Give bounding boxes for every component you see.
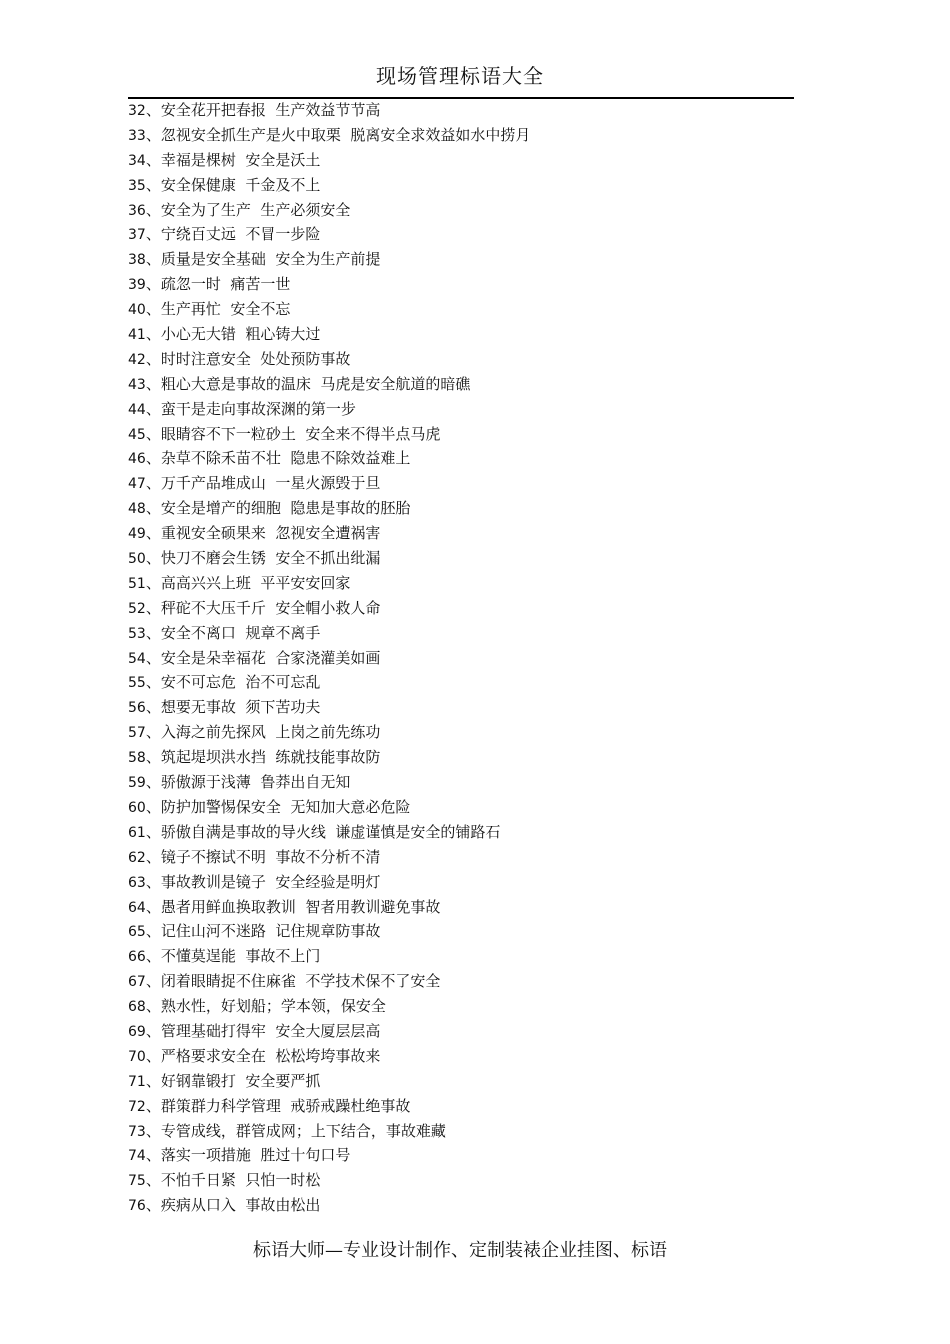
slogan-item (128, 670, 828, 695)
slogan-text: 骄傲自满是事故的导火线 谦虚谨慎是安全的铺路石 (160, 822, 501, 841)
slogan-text: 闭着眼睛捉不住麻雀 不学技术保不了安全 (160, 972, 441, 991)
slogan-text: 严格要求安全在 松松垮垮事故来 (160, 1046, 381, 1065)
slogan-number: 69 (128, 1023, 146, 1040)
slogan-separator: 、 (145, 872, 161, 891)
slogan-number: 60 (128, 799, 146, 816)
slogan-separator: 、 (145, 125, 161, 144)
slogan-item (128, 1143, 828, 1168)
slogan-item (128, 1119, 828, 1144)
slogan-text: 骄傲源于浅薄 鲁莽出自无知 (160, 773, 351, 792)
slogan-number: 36 (128, 202, 146, 219)
slogan-item (128, 123, 828, 148)
slogan-item (128, 521, 828, 546)
slogan-text: 安全花开把春报 生产效益节节高 (160, 101, 381, 119)
slogan-item (128, 247, 828, 272)
slogan-item (128, 198, 828, 223)
slogan-item (128, 222, 828, 247)
slogan-separator: 、 (145, 499, 161, 518)
slogan-item (128, 795, 828, 820)
slogan-number: 55 (128, 675, 146, 692)
slogan-separator: 、 (145, 399, 161, 418)
slogan-text: 时时注意安全 处处预防事故 (160, 349, 351, 368)
slogan-text: 高高兴兴上班 平平安安回家 (160, 573, 351, 592)
slogan-text: 不懂莫逞能 事故不上门 (160, 947, 321, 966)
slogan-item (128, 173, 828, 198)
slogan-separator: 、 (145, 947, 161, 966)
slogan-item (128, 845, 828, 870)
slogan-item (128, 720, 828, 745)
slogan-number: 66 (128, 949, 146, 966)
slogan-item (128, 496, 828, 521)
slogan-item (128, 820, 828, 845)
slogan-separator: 、 (145, 723, 161, 742)
slogan-number: 45 (128, 426, 146, 443)
slogan-item (128, 422, 828, 447)
slogan-item (128, 347, 828, 372)
slogan-separator: 、 (145, 748, 161, 767)
page-title: 现场管理标语大全 (376, 64, 544, 88)
slogan-separator: 、 (145, 1046, 161, 1065)
slogan-text: 宁绕百丈远 不冒一步险 (160, 225, 321, 244)
slogan-number: 75 (128, 1173, 146, 1190)
slogan-text: 疾病从口入 事故由松出 (160, 1196, 321, 1215)
slogan-item (128, 1044, 828, 1069)
slogan-number: 32 (128, 103, 146, 119)
slogan-number: 39 (128, 277, 146, 294)
slogan-text: 万千产品堆成山 一星火源毁于旦 (160, 474, 381, 493)
slogan-text: 忽视安全抓生产是火中取栗 脱离安全求效益如水中捞月 (160, 125, 531, 144)
slogan-separator: 、 (145, 175, 161, 194)
slogan-item (128, 1193, 828, 1218)
slogan-separator: 、 (145, 374, 161, 393)
slogan-number: 37 (128, 227, 146, 244)
slogan-item (128, 895, 828, 920)
slogan-number: 51 (128, 575, 146, 592)
slogan-text: 安全为了生产 生产必须安全 (160, 200, 351, 219)
slogan-separator: 、 (145, 847, 161, 866)
slogan-text: 安全不离口 规章不离手 (160, 623, 321, 642)
slogan-item (128, 621, 828, 646)
slogan-separator: 、 (145, 773, 161, 792)
slogan-separator: 、 (145, 250, 161, 269)
slogan-separator: 、 (145, 623, 161, 642)
slogan-text: 管理基础打得牢 安全大厦层层高 (160, 1021, 381, 1040)
slogan-text: 事故教训是镜子 安全经验是明灯 (160, 872, 381, 891)
slogan-number: 33 (128, 127, 146, 144)
slogan-separator: 、 (145, 200, 161, 219)
slogan-number: 76 (128, 1198, 146, 1215)
slogan-item (128, 446, 828, 471)
slogan-number: 63 (128, 874, 146, 891)
slogan-number: 65 (128, 924, 146, 941)
slogan-number: 38 (128, 252, 146, 269)
slogan-number: 71 (128, 1073, 146, 1090)
slogan-separator: 、 (145, 1021, 161, 1040)
slogan-number: 48 (128, 501, 146, 518)
slogan-text: 疏忽一时 痛苦一世 (160, 275, 291, 294)
slogan-number: 46 (128, 451, 146, 468)
slogan-text: 安全是增产的细胞 隐患是事故的胚胎 (160, 499, 411, 518)
slogan-separator: 、 (145, 225, 161, 244)
slogan-number: 73 (128, 1123, 146, 1140)
slogan-number: 70 (128, 1048, 146, 1065)
slogan-separator: 、 (145, 349, 161, 368)
slogan-separator: 、 (145, 698, 161, 717)
slogan-number: 52 (128, 600, 146, 617)
slogan-separator: 、 (145, 325, 161, 344)
slogan-separator: 、 (145, 922, 161, 941)
slogan-number: 59 (128, 775, 146, 792)
slogan-number: 50 (128, 551, 146, 568)
slogan-separator: 、 (145, 822, 161, 841)
slogan-item (128, 969, 828, 994)
slogan-item (128, 770, 828, 795)
slogan-text: 入海之前先探风 上岗之前先练功 (160, 723, 381, 742)
slogan-list (128, 98, 828, 1218)
slogan-text: 筑起堤坝洪水挡 练就技能事故防 (160, 748, 381, 767)
slogan-number: 53 (128, 625, 146, 642)
slogan-separator: 、 (145, 1146, 161, 1165)
slogan-separator: 、 (145, 275, 161, 294)
slogan-text: 安不可忘危 治不可忘乱 (160, 673, 321, 692)
slogan-text: 不怕千日紧 只怕一时松 (160, 1171, 321, 1190)
slogan-text: 秤砣不大压千斤 安全帽小救人命 (160, 598, 381, 617)
slogan-separator: 、 (145, 1196, 161, 1215)
slogan-number: 67 (128, 974, 146, 991)
slogan-separator: 、 (145, 972, 161, 991)
slogan-item (128, 98, 828, 123)
slogan-item (128, 695, 828, 720)
slogan-item (128, 272, 828, 297)
slogan-number: 42 (128, 351, 146, 368)
slogan-separator: 、 (145, 1096, 161, 1115)
slogan-text: 生产再忙 安全不忘 (160, 300, 291, 319)
slogan-separator: 、 (145, 1071, 161, 1090)
slogan-item (128, 870, 828, 895)
slogan-item (128, 1168, 828, 1193)
slogan-item (128, 546, 828, 571)
slogan-separator: 、 (145, 897, 161, 916)
slogan-separator: 、 (145, 524, 161, 543)
slogan-text: 专管成线，群管成网；上下结合，事故难藏 (160, 1121, 446, 1140)
slogan-item (128, 1019, 828, 1044)
slogan-number: 47 (128, 476, 146, 493)
slogan-number: 61 (128, 824, 146, 841)
slogan-text: 熟水性，好划船；学本领，保安全 (160, 997, 386, 1016)
slogan-number: 35 (128, 177, 146, 194)
slogan-text: 幸福是棵树 安全是沃土 (160, 150, 321, 169)
slogan-text: 记住山河不迷路 记住规章防事故 (160, 922, 381, 941)
slogan-text: 安全是朵幸福花 合家浇灌美如画 (160, 648, 381, 667)
slogan-text: 想要无事故 须下苦功夫 (160, 698, 321, 717)
slogan-number: 43 (128, 376, 146, 393)
slogan-text: 重视安全硕果来 忽视安全遭祸害 (160, 524, 381, 543)
slogan-number: 56 (128, 700, 146, 717)
slogan-item (128, 1069, 828, 1094)
slogan-item (128, 994, 828, 1019)
slogan-separator: 、 (145, 673, 161, 692)
slogan-item (128, 372, 828, 397)
slogan-text: 质量是安全基础 安全为生产前提 (160, 250, 381, 269)
slogan-text: 愚者用鲜血换取教训 智者用教训避免事故 (160, 897, 441, 916)
slogan-text: 快刀不磨会生锈 安全不抓出纰漏 (160, 549, 381, 568)
slogan-text: 落实一项措施 胜过十句口号 (160, 1146, 351, 1165)
slogan-separator: 、 (145, 598, 161, 617)
slogan-item (128, 944, 828, 969)
slogan-item (128, 646, 828, 671)
slogan-separator: 、 (145, 424, 161, 443)
slogan-separator: 、 (145, 101, 161, 119)
slogan-item (128, 471, 828, 496)
slogan-text: 杂草不除禾苗不壮 隐患不除效益难上 (160, 449, 411, 468)
slogan-item (128, 919, 828, 944)
slogan-separator: 、 (145, 797, 161, 816)
slogan-text: 镜子不擦试不明 事故不分析不清 (160, 847, 381, 866)
slogan-number: 44 (128, 401, 146, 418)
slogan-item (128, 596, 828, 621)
slogan-text: 小心无大错 粗心铸大过 (160, 325, 321, 344)
slogan-item (128, 148, 828, 173)
page-footer: 标语大师—专业设计制作、定制装裱企业挂图、标语 (253, 1240, 667, 1261)
slogan-separator: 、 (145, 1121, 161, 1140)
slogan-number: 57 (128, 725, 146, 742)
slogan-number: 34 (128, 152, 146, 169)
slogan-separator: 、 (145, 150, 161, 169)
slogan-number: 41 (128, 327, 146, 344)
slogan-text: 好钢靠锻打 安全要严抓 (160, 1071, 321, 1090)
slogan-separator: 、 (145, 997, 161, 1016)
slogan-separator: 、 (145, 300, 161, 319)
slogan-text: 粗心大意是事故的温床 马虎是安全航道的暗礁 (160, 374, 471, 393)
slogan-number: 49 (128, 526, 146, 543)
slogan-number: 54 (128, 650, 146, 667)
slogan-text: 群策群力科学管理 戒骄戒躁杜绝事故 (160, 1096, 411, 1115)
slogan-item (128, 297, 828, 322)
slogan-number: 72 (128, 1098, 146, 1115)
slogan-separator: 、 (145, 449, 161, 468)
slogan-item (128, 1094, 828, 1119)
slogan-separator: 、 (145, 648, 161, 667)
slogan-number: 74 (128, 1148, 146, 1165)
slogan-number: 62 (128, 849, 146, 866)
slogan-separator: 、 (145, 573, 161, 592)
slogan-separator: 、 (145, 549, 161, 568)
slogan-separator: 、 (145, 474, 161, 493)
slogan-item (128, 745, 828, 770)
slogan-item (128, 571, 828, 596)
slogan-item (128, 322, 828, 347)
slogan-item (128, 397, 828, 422)
slogan-number: 40 (128, 302, 146, 319)
slogan-number: 58 (128, 750, 146, 767)
slogan-text: 防护加警惕保安全 无知加大意必危险 (160, 797, 411, 816)
slogan-text: 安全保健康 千金及不上 (160, 175, 321, 194)
slogan-number: 68 (128, 999, 146, 1016)
slogan-text: 蛮干是走向事故深渊的第一步 (160, 399, 356, 418)
slogan-number: 64 (128, 899, 146, 916)
slogan-separator: 、 (145, 1171, 161, 1190)
slogan-text: 眼睛容不下一粒砂土 安全来不得半点马虎 (160, 424, 441, 443)
